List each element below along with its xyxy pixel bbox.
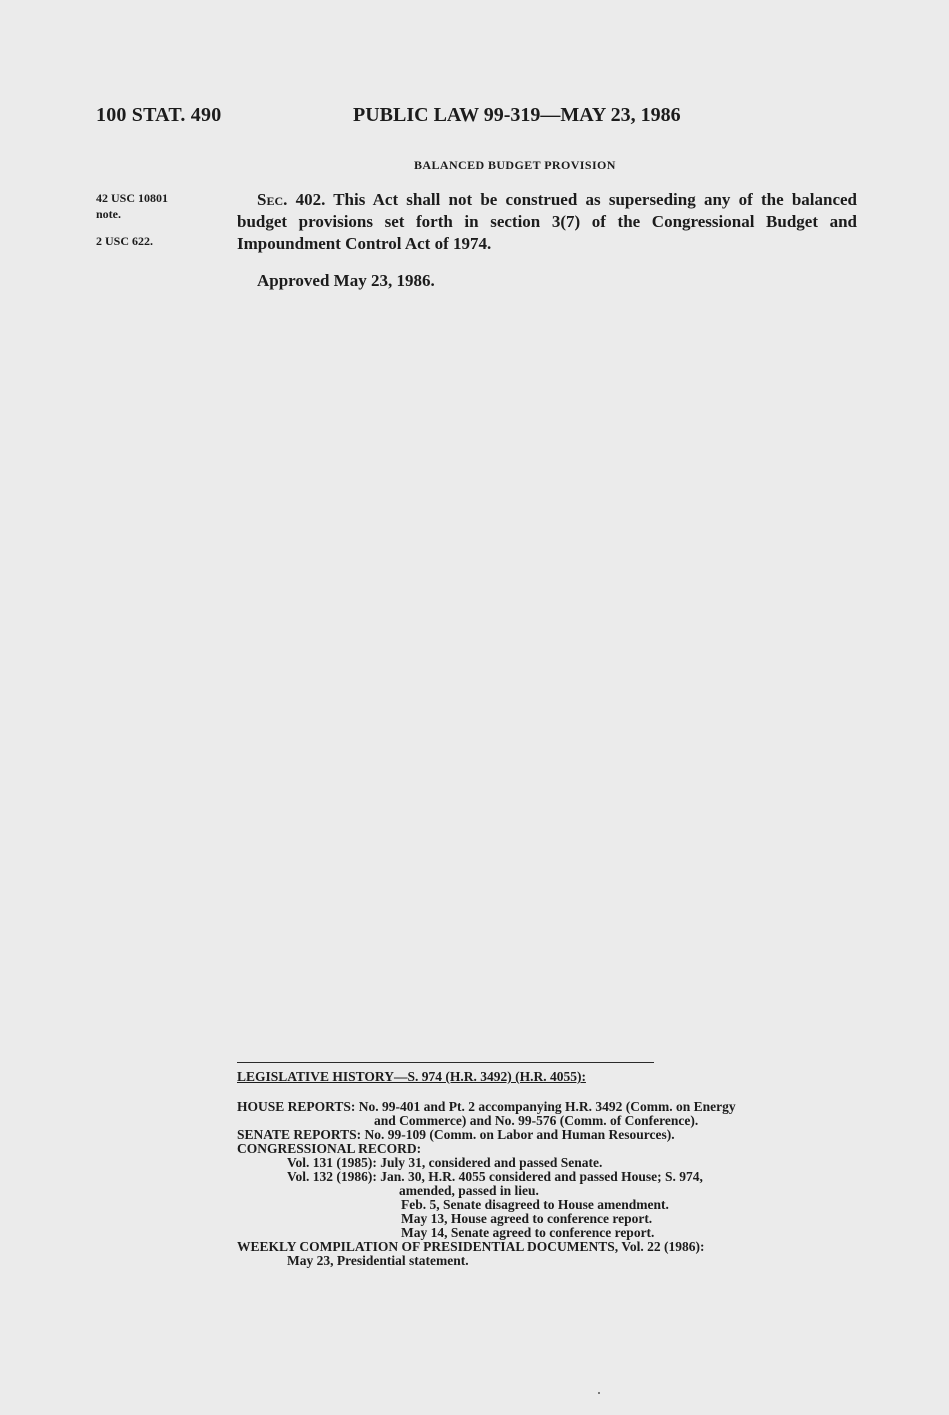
approval-date: Approved May 23, 1986. [257,271,435,290]
statute-page-number: 100 STAT. 490 [96,104,222,126]
legislative-history [237,1070,857,1268]
margin-note-note: note. [96,207,121,221]
section-heading: BALANCED BUDGET PROVISION [414,158,616,172]
congressional-record-heading: CONGRESSIONAL RECORD: [237,1141,422,1156]
record-feb-5: Feb. 5, Senate disagreed to House amendment. [401,1197,669,1212]
section-body: 402. This Act shall not be construed as superseding any of the balanced budget provisions set forth in section 3(7) of the Congressional Budget and Impoundment Control Act of 1974. [237,190,857,253]
presidential-statement: May 23, Presidential statement. [287,1253,469,1268]
page-title: PUBLIC LAW 99-319—MAY 23, 1986 [353,104,681,126]
section-402-text [237,189,857,255]
record-vol-132-line-2: amended, passed in lieu. [399,1183,539,1198]
section-label: Sec. [257,190,288,209]
record-vol-132-line-1: Vol. 132 (1986): Jan. 30, H.R. 4055 considered and passed House; S. 974, [287,1169,703,1184]
speck-mark [598,1392,600,1394]
record-vol-131: Vol. 131 (1985): July 31, considered and passed Senate. [287,1155,603,1170]
margin-note-usc: 42 USC 10801 [96,191,169,205]
house-reports-line-2: and Commerce) and No. 99-576 (Comm. of Conference). [374,1113,699,1128]
margin-note-usc-622: 2 USC 622. [96,234,154,248]
footnote-divider [237,1062,654,1063]
legislative-history-heading: LEGISLATIVE HISTORY—S. 974 (H.R. 3492) (H.R. 4055): [237,1069,586,1084]
record-may-13: May 13, House agreed to conference report. [401,1211,653,1226]
weekly-compilation: WEEKLY COMPILATION OF PRESIDENTIAL DOCUMENTS, Vol. 22 (1986): [237,1239,705,1254]
senate-reports: SENATE REPORTS: No. 99-109 (Comm. on Labor and Human Resources). [237,1127,675,1142]
house-reports-line-1: HOUSE REPORTS: No. 99-401 and Pt. 2 accompanying H.R. 3492 (Comm. on Energy [237,1099,736,1114]
record-may-14: May 14, Senate agreed to conference report. [401,1225,655,1240]
